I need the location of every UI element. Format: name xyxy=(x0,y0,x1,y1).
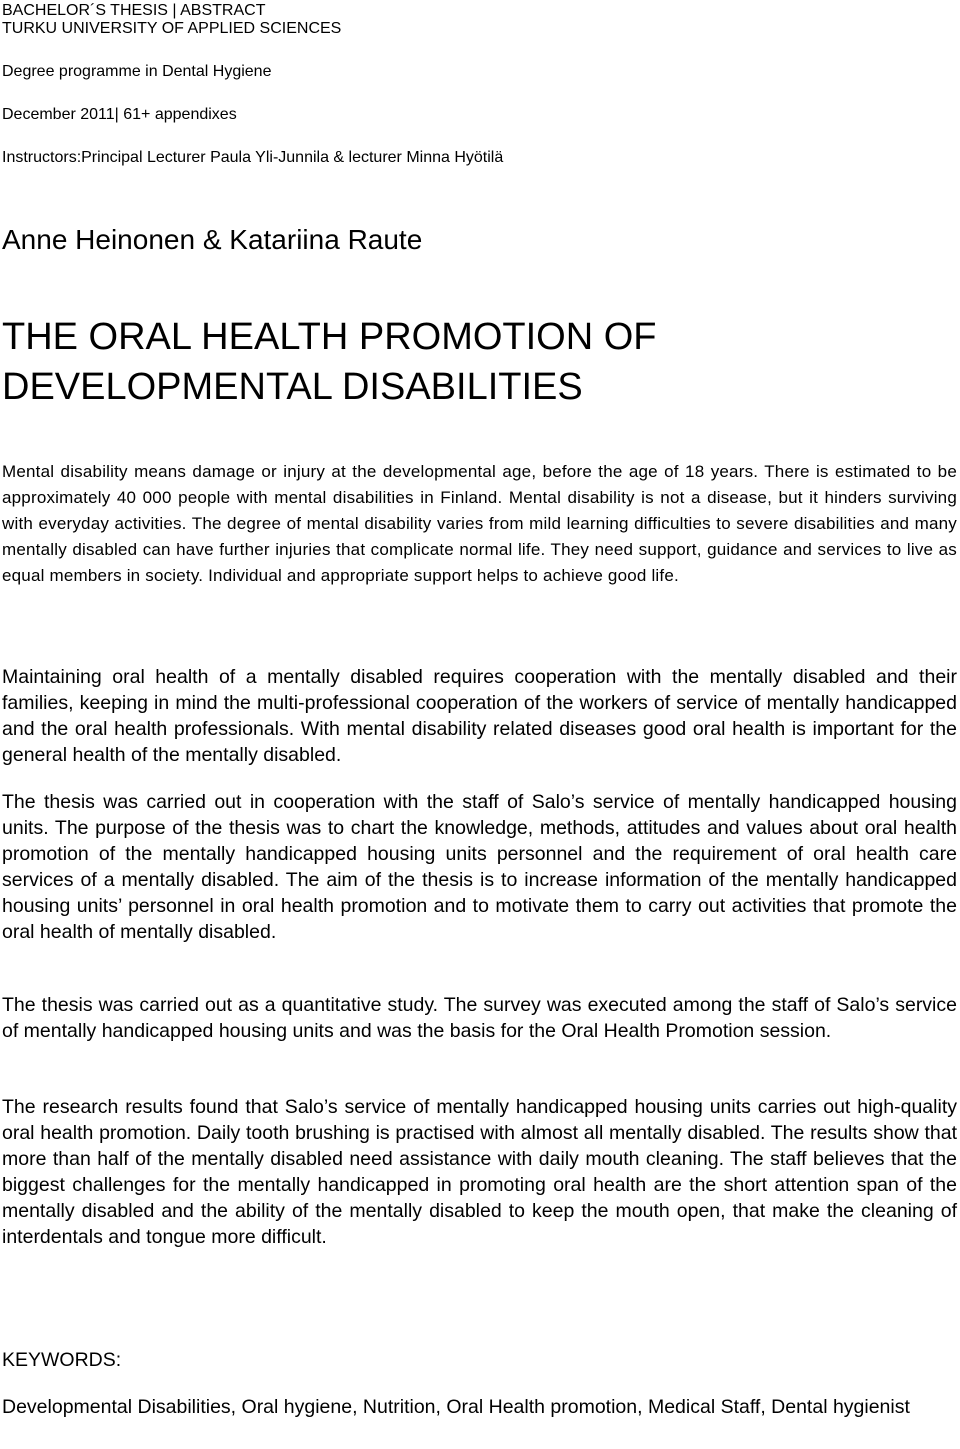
keywords-list: Developmental Disabilities, Oral hygiene, Nutrition, Oral Health promotion, Medical Staff, Dental hygienist xyxy=(2,1396,910,1418)
authors: Anne Heinonen & Katariina Raute xyxy=(2,224,423,255)
instructors-line: Instructors:Principal Lecturer Paula Yli-Junnila & lecturer Minna Hyötilä xyxy=(2,149,504,166)
abstract-paragraph-4: The thesis was carried out as a quantitative study. The survey was executed among the staff of Salo’s service of mentally handicapped housing units and was the basis for the Oral Health Promotion session. xyxy=(2,994,957,1042)
thesis-title-line-1: THE ORAL HEALTH PROMOTION OF xyxy=(2,316,657,358)
degree-programme-line: Degree programme in Dental Hygiene xyxy=(2,63,272,80)
thesis-type-line: BACHELOR´S THESIS | ABSTRACT xyxy=(2,2,266,19)
university-line: TURKU UNIVERSITY OF APPLIED SCIENCES xyxy=(2,20,342,37)
keywords-label: KEYWORDS: xyxy=(2,1349,122,1371)
abstract-paragraph-3: The thesis was carried out in cooperation with the staff of Salo’s service of mentally handicapped housing units. The purpose of the thesis was to chart the knowledge, methods, attitudes and values about oral health promotion of the mentally handicapped housing units personnel and the requirement of oral health care services of a mentally disabled. The aim of the thesis is to increase information of the mentally handicapped housing units’ personnel in oral health promotion and to motivate them to carry out activities that promote the oral health of mentally disabled. xyxy=(2,791,957,943)
thesis-title-line-2: DEVELOPMENTAL DISABILITIES xyxy=(2,366,583,408)
thesis-title xyxy=(2,312,657,412)
abstract-paragraph-1: Mental disability means damage or injury at the developmental age, before the age of 18 years. There is estimated to be approximately 40 000 people with mental disabilities in Finland. Mental disability is not a disease, but it hinders surviving with everyday activities. The degree of mental disability varies from mild learning difficulties to severe disabilities and many mentally disabled can have further injuries that complicate normal life. They need support, guidance and services to live as equal members in society. Individual and appropriate support helps to achieve good life. xyxy=(2,462,957,585)
date-appendix-line: December 2011| 61+ appendixes xyxy=(2,106,237,123)
abstract-paragraph-5: The research results found that Salo’s service of mentally handicapped housing units carries out high-quality oral health promotion. Daily tooth brushing is practised with almost all mentally disabled. The results show that more than half of the mentally disabled need assistance with daily mouth cleaning. The staff believes that the biggest challenges for the mentally handicapped in promoting oral health are the short attention span of the mentally disabled and the ability of the mentally disabled to keep the mouth open, that make the cleaning of interdentals and tongue more difficult. xyxy=(2,1096,957,1248)
abstract-paragraph-2: Maintaining oral health of a mentally disabled requires cooperation with the mentally disabled and their families, keeping in mind the multi-professional cooperation of the workers of service of mentally handicapped and the oral health professionals. With mental disability related diseases good oral health is important for the general health of the mentally disabled. xyxy=(2,666,957,766)
